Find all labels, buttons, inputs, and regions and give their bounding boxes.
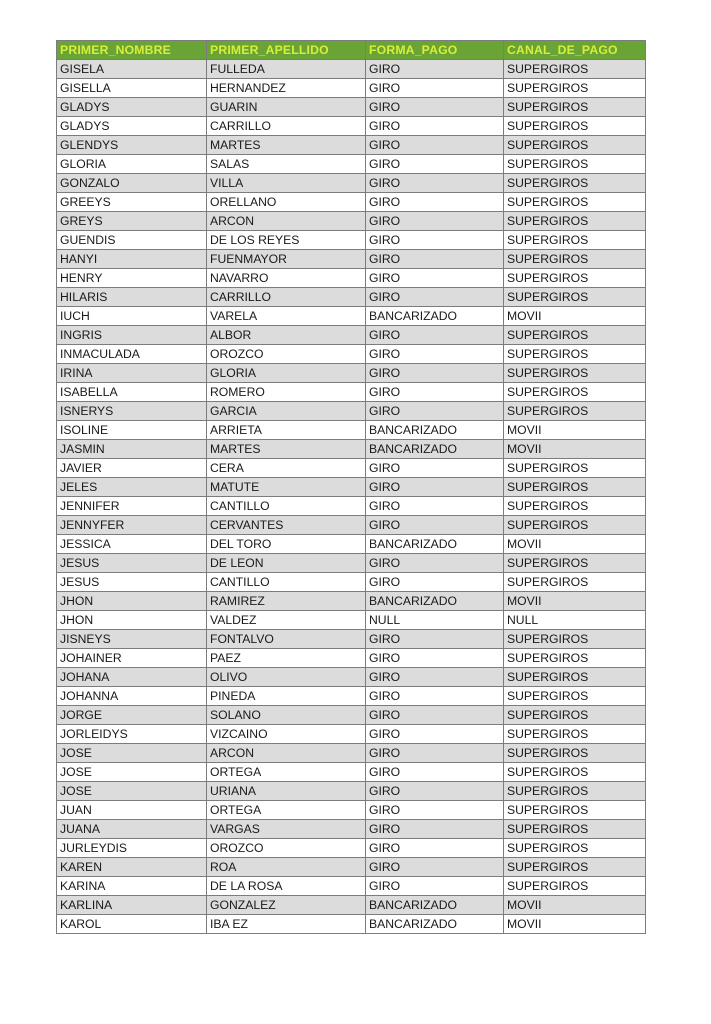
table-row <box>57 136 646 155</box>
cell-forma-pago: GIRO <box>366 269 504 288</box>
table-row <box>57 706 646 725</box>
table-row <box>57 174 646 193</box>
table-row <box>57 516 646 535</box>
table-row <box>57 801 646 820</box>
cell-primer-apellido: DE LA ROSA <box>207 877 366 896</box>
table-row <box>57 288 646 307</box>
table-row <box>57 79 646 98</box>
cell-primer-apellido: DE LEON <box>207 554 366 573</box>
cell-primer-nombre: JORGE <box>57 706 207 725</box>
cell-canal-de-pago: MOVII <box>504 440 646 459</box>
cell-canal-de-pago: SUPERGIROS <box>504 231 646 250</box>
cell-primer-apellido: DE LOS REYES <box>207 231 366 250</box>
cell-primer-nombre: GLORIA <box>57 155 207 174</box>
cell-canal-de-pago: SUPERGIROS <box>504 212 646 231</box>
table-row <box>57 744 646 763</box>
cell-forma-pago: GIRO <box>366 60 504 79</box>
cell-forma-pago: BANCARIZADO <box>366 915 504 934</box>
cell-forma-pago: GIRO <box>366 136 504 155</box>
table-row <box>57 193 646 212</box>
cell-primer-nombre: KARLINA <box>57 896 207 915</box>
cell-canal-de-pago: SUPERGIROS <box>504 345 646 364</box>
table-row <box>57 440 646 459</box>
cell-canal-de-pago: SUPERGIROS <box>504 839 646 858</box>
cell-primer-nombre: JASMIN <box>57 440 207 459</box>
cell-primer-nombre: HANYI <box>57 250 207 269</box>
cell-forma-pago: GIRO <box>366 820 504 839</box>
cell-primer-apellido: CANTILLO <box>207 497 366 516</box>
table-row <box>57 345 646 364</box>
cell-primer-apellido: VALDEZ <box>207 611 366 630</box>
cell-primer-nombre: JESUS <box>57 573 207 592</box>
cell-primer-apellido: PAEZ <box>207 649 366 668</box>
table-row <box>57 725 646 744</box>
cell-forma-pago: NULL <box>366 611 504 630</box>
cell-primer-nombre: JUANA <box>57 820 207 839</box>
cell-canal-de-pago: SUPERGIROS <box>504 801 646 820</box>
cell-forma-pago: BANCARIZADO <box>366 592 504 611</box>
cell-primer-apellido: PINEDA <box>207 687 366 706</box>
cell-primer-apellido: GUARIN <box>207 98 366 117</box>
cell-primer-apellido: ALBOR <box>207 326 366 345</box>
cell-canal-de-pago: MOVII <box>504 896 646 915</box>
cell-primer-apellido: VARELA <box>207 307 366 326</box>
cell-canal-de-pago: MOVII <box>504 421 646 440</box>
cell-forma-pago: GIRO <box>366 763 504 782</box>
cell-forma-pago: GIRO <box>366 630 504 649</box>
table-row <box>57 668 646 687</box>
cell-canal-de-pago: SUPERGIROS <box>504 117 646 136</box>
table-row <box>57 459 646 478</box>
cell-primer-nombre: KAREN <box>57 858 207 877</box>
cell-forma-pago: GIRO <box>366 364 504 383</box>
cell-forma-pago: BANCARIZADO <box>366 896 504 915</box>
cell-canal-de-pago: SUPERGIROS <box>504 136 646 155</box>
table-row <box>57 763 646 782</box>
cell-primer-nombre: JOSE <box>57 744 207 763</box>
cell-canal-de-pago: SUPERGIROS <box>504 269 646 288</box>
cell-primer-nombre: GREEYS <box>57 193 207 212</box>
cell-forma-pago: GIRO <box>366 725 504 744</box>
cell-canal-de-pago: SUPERGIROS <box>504 763 646 782</box>
column-header-primer-apellido: PRIMER_APELLIDO <box>207 41 366 60</box>
cell-primer-nombre: JAVIER <box>57 459 207 478</box>
cell-primer-apellido: GLORIA <box>207 364 366 383</box>
cell-primer-nombre: JOHANA <box>57 668 207 687</box>
cell-canal-de-pago: SUPERGIROS <box>504 668 646 687</box>
table-row <box>57 839 646 858</box>
cell-forma-pago: GIRO <box>366 516 504 535</box>
cell-primer-nombre: HILARIS <box>57 288 207 307</box>
cell-primer-apellido: FULLEDA <box>207 60 366 79</box>
table-row <box>57 649 646 668</box>
cell-forma-pago: GIRO <box>366 193 504 212</box>
cell-primer-apellido: RAMIREZ <box>207 592 366 611</box>
table-row <box>57 307 646 326</box>
cell-primer-apellido: FONTALVO <box>207 630 366 649</box>
cell-primer-apellido: CANTILLO <box>207 573 366 592</box>
cell-primer-apellido: OROZCO <box>207 839 366 858</box>
table-row <box>57 421 646 440</box>
table-row <box>57 478 646 497</box>
table-row <box>57 535 646 554</box>
cell-forma-pago: GIRO <box>366 402 504 421</box>
cell-primer-apellido: GARCIA <box>207 402 366 421</box>
cell-canal-de-pago: SUPERGIROS <box>504 288 646 307</box>
cell-canal-de-pago: MOVII <box>504 307 646 326</box>
cell-primer-nombre: JUAN <box>57 801 207 820</box>
cell-canal-de-pago: SUPERGIROS <box>504 250 646 269</box>
cell-primer-apellido: CERA <box>207 459 366 478</box>
cell-forma-pago: GIRO <box>366 877 504 896</box>
cell-primer-apellido: CERVANTES <box>207 516 366 535</box>
cell-canal-de-pago: SUPERGIROS <box>504 649 646 668</box>
cell-primer-nombre: JORLEIDYS <box>57 725 207 744</box>
cell-forma-pago: GIRO <box>366 117 504 136</box>
cell-primer-nombre: JENNIFER <box>57 497 207 516</box>
cell-canal-de-pago: SUPERGIROS <box>504 459 646 478</box>
cell-primer-nombre: JOHAINER <box>57 649 207 668</box>
cell-forma-pago: GIRO <box>366 174 504 193</box>
cell-primer-apellido: ARRIETA <box>207 421 366 440</box>
table-row <box>57 117 646 136</box>
cell-canal-de-pago: MOVII <box>504 535 646 554</box>
cell-primer-nombre: JOHANNA <box>57 687 207 706</box>
cell-canal-de-pago: SUPERGIROS <box>504 725 646 744</box>
table-row <box>57 98 646 117</box>
cell-primer-apellido: OROZCO <box>207 345 366 364</box>
cell-canal-de-pago: SUPERGIROS <box>504 820 646 839</box>
cell-primer-nombre: JENNYFER <box>57 516 207 535</box>
table-row <box>57 212 646 231</box>
cell-primer-apellido: ORTEGA <box>207 763 366 782</box>
cell-primer-nombre: GONZALO <box>57 174 207 193</box>
cell-canal-de-pago: SUPERGIROS <box>504 687 646 706</box>
cell-forma-pago: GIRO <box>366 79 504 98</box>
cell-canal-de-pago: SUPERGIROS <box>504 79 646 98</box>
cell-forma-pago: GIRO <box>366 459 504 478</box>
cell-forma-pago: GIRO <box>366 839 504 858</box>
cell-primer-nombre: ISOLINE <box>57 421 207 440</box>
cell-forma-pago: GIRO <box>366 497 504 516</box>
cell-primer-apellido: FUENMAYOR <box>207 250 366 269</box>
cell-primer-apellido: ORELLANO <box>207 193 366 212</box>
payments-table <box>56 40 646 934</box>
cell-primer-apellido: CARRILLO <box>207 117 366 136</box>
cell-canal-de-pago: SUPERGIROS <box>504 516 646 535</box>
cell-canal-de-pago: SUPERGIROS <box>504 478 646 497</box>
table-row <box>57 820 646 839</box>
table-row <box>57 155 646 174</box>
cell-canal-de-pago: SUPERGIROS <box>504 858 646 877</box>
cell-primer-apellido: HERNANDEZ <box>207 79 366 98</box>
cell-primer-apellido: URIANA <box>207 782 366 801</box>
header-row <box>57 41 646 60</box>
cell-forma-pago: GIRO <box>366 744 504 763</box>
cell-forma-pago: GIRO <box>366 687 504 706</box>
cell-primer-nombre: ISABELLA <box>57 383 207 402</box>
cell-primer-apellido: GONZALEZ <box>207 896 366 915</box>
cell-forma-pago: BANCARIZADO <box>366 440 504 459</box>
cell-primer-apellido: VARGAS <box>207 820 366 839</box>
cell-forma-pago: GIRO <box>366 345 504 364</box>
cell-canal-de-pago: MOVII <box>504 915 646 934</box>
cell-primer-apellido: DEL TORO <box>207 535 366 554</box>
table-row <box>57 269 646 288</box>
cell-canal-de-pago: SUPERGIROS <box>504 383 646 402</box>
cell-canal-de-pago: SUPERGIROS <box>504 497 646 516</box>
cell-canal-de-pago: MOVII <box>504 592 646 611</box>
cell-primer-nombre: JISNEYS <box>57 630 207 649</box>
cell-canal-de-pago: SUPERGIROS <box>504 326 646 345</box>
cell-canal-de-pago: SUPERGIROS <box>504 364 646 383</box>
cell-primer-nombre: JESSICA <box>57 535 207 554</box>
cell-canal-de-pago: SUPERGIROS <box>504 193 646 212</box>
cell-primer-nombre: IUCH <box>57 307 207 326</box>
cell-forma-pago: GIRO <box>366 649 504 668</box>
cell-canal-de-pago: SUPERGIROS <box>504 174 646 193</box>
cell-primer-nombre: JESUS <box>57 554 207 573</box>
column-header-primer-nombre: PRIMER_NOMBRE <box>57 41 207 60</box>
cell-primer-apellido: SALAS <box>207 155 366 174</box>
table-row <box>57 611 646 630</box>
cell-primer-apellido: ORTEGA <box>207 801 366 820</box>
cell-forma-pago: GIRO <box>366 573 504 592</box>
cell-canal-de-pago: SUPERGIROS <box>504 744 646 763</box>
cell-primer-nombre: IRINA <box>57 364 207 383</box>
cell-canal-de-pago: SUPERGIROS <box>504 98 646 117</box>
cell-primer-apellido: VIZCAINO <box>207 725 366 744</box>
cell-canal-de-pago: SUPERGIROS <box>504 573 646 592</box>
cell-primer-apellido: MARTES <box>207 440 366 459</box>
cell-canal-de-pago: SUPERGIROS <box>504 402 646 421</box>
cell-canal-de-pago: SUPERGIROS <box>504 630 646 649</box>
cell-primer-nombre: GLADYS <box>57 117 207 136</box>
cell-forma-pago: GIRO <box>366 478 504 497</box>
cell-primer-nombre: JELES <box>57 478 207 497</box>
table-row <box>57 782 646 801</box>
cell-primer-apellido: VILLA <box>207 174 366 193</box>
cell-primer-nombre: INMACULADA <box>57 345 207 364</box>
cell-forma-pago: GIRO <box>366 858 504 877</box>
cell-canal-de-pago: SUPERGIROS <box>504 60 646 79</box>
cell-forma-pago: GIRO <box>366 782 504 801</box>
cell-primer-apellido: CARRILLO <box>207 288 366 307</box>
cell-primer-nombre: KARINA <box>57 877 207 896</box>
cell-primer-nombre: HENRY <box>57 269 207 288</box>
cell-primer-nombre: JOSE <box>57 763 207 782</box>
cell-forma-pago: GIRO <box>366 98 504 117</box>
cell-primer-apellido: IBA EZ <box>207 915 366 934</box>
cell-canal-de-pago: SUPERGIROS <box>504 706 646 725</box>
cell-primer-nombre: GREYS <box>57 212 207 231</box>
cell-canal-de-pago: SUPERGIROS <box>504 877 646 896</box>
cell-primer-apellido: NAVARRO <box>207 269 366 288</box>
cell-forma-pago: BANCARIZADO <box>366 535 504 554</box>
table-row <box>57 60 646 79</box>
table-row <box>57 896 646 915</box>
table-row <box>57 877 646 896</box>
cell-canal-de-pago: SUPERGIROS <box>504 782 646 801</box>
table-row <box>57 402 646 421</box>
cell-primer-apellido: ROMERO <box>207 383 366 402</box>
cell-primer-nombre: INGRIS <box>57 326 207 345</box>
cell-primer-nombre: KAROL <box>57 915 207 934</box>
cell-primer-apellido: OLIVO <box>207 668 366 687</box>
cell-forma-pago: GIRO <box>366 250 504 269</box>
column-header-forma-pago: FORMA_PAGO <box>366 41 504 60</box>
table-row <box>57 858 646 877</box>
table-row <box>57 497 646 516</box>
table-row <box>57 364 646 383</box>
cell-primer-nombre: GLENDYS <box>57 136 207 155</box>
cell-forma-pago: GIRO <box>366 554 504 573</box>
cell-canal-de-pago: SUPERGIROS <box>504 155 646 174</box>
cell-forma-pago: GIRO <box>366 212 504 231</box>
cell-forma-pago: GIRO <box>366 383 504 402</box>
cell-forma-pago: GIRO <box>366 706 504 725</box>
cell-primer-nombre: GLADYS <box>57 98 207 117</box>
table-row <box>57 250 646 269</box>
cell-forma-pago: GIRO <box>366 155 504 174</box>
cell-forma-pago: GIRO <box>366 288 504 307</box>
cell-primer-apellido: ROA <box>207 858 366 877</box>
cell-primer-apellido: MARTES <box>207 136 366 155</box>
cell-primer-apellido: ARCON <box>207 744 366 763</box>
cell-canal-de-pago: SUPERGIROS <box>504 554 646 573</box>
cell-primer-nombre: GISELLA <box>57 79 207 98</box>
table-row <box>57 687 646 706</box>
column-header-canal-de-pago: CANAL_DE_PAGO <box>504 41 646 60</box>
cell-primer-nombre: JHON <box>57 611 207 630</box>
cell-forma-pago: BANCARIZADO <box>366 307 504 326</box>
cell-primer-apellido: SOLANO <box>207 706 366 725</box>
cell-primer-apellido: MATUTE <box>207 478 366 497</box>
cell-primer-nombre: JURLEYDIS <box>57 839 207 858</box>
table-row <box>57 554 646 573</box>
cell-primer-nombre: GISELA <box>57 60 207 79</box>
cell-primer-nombre: JOSE <box>57 782 207 801</box>
cell-canal-de-pago: NULL <box>504 611 646 630</box>
table-row <box>57 630 646 649</box>
cell-forma-pago: BANCARIZADO <box>366 421 504 440</box>
cell-forma-pago: GIRO <box>366 326 504 345</box>
cell-primer-nombre: GUENDIS <box>57 231 207 250</box>
table-row <box>57 915 646 934</box>
table-row <box>57 231 646 250</box>
cell-forma-pago: GIRO <box>366 231 504 250</box>
cell-primer-nombre: JHON <box>57 592 207 611</box>
table-row <box>57 326 646 345</box>
table-row <box>57 573 646 592</box>
cell-primer-apellido: ARCON <box>207 212 366 231</box>
cell-forma-pago: GIRO <box>366 668 504 687</box>
table-row <box>57 383 646 402</box>
cell-primer-nombre: ISNERYS <box>57 402 207 421</box>
table-row <box>57 592 646 611</box>
cell-forma-pago: GIRO <box>366 801 504 820</box>
